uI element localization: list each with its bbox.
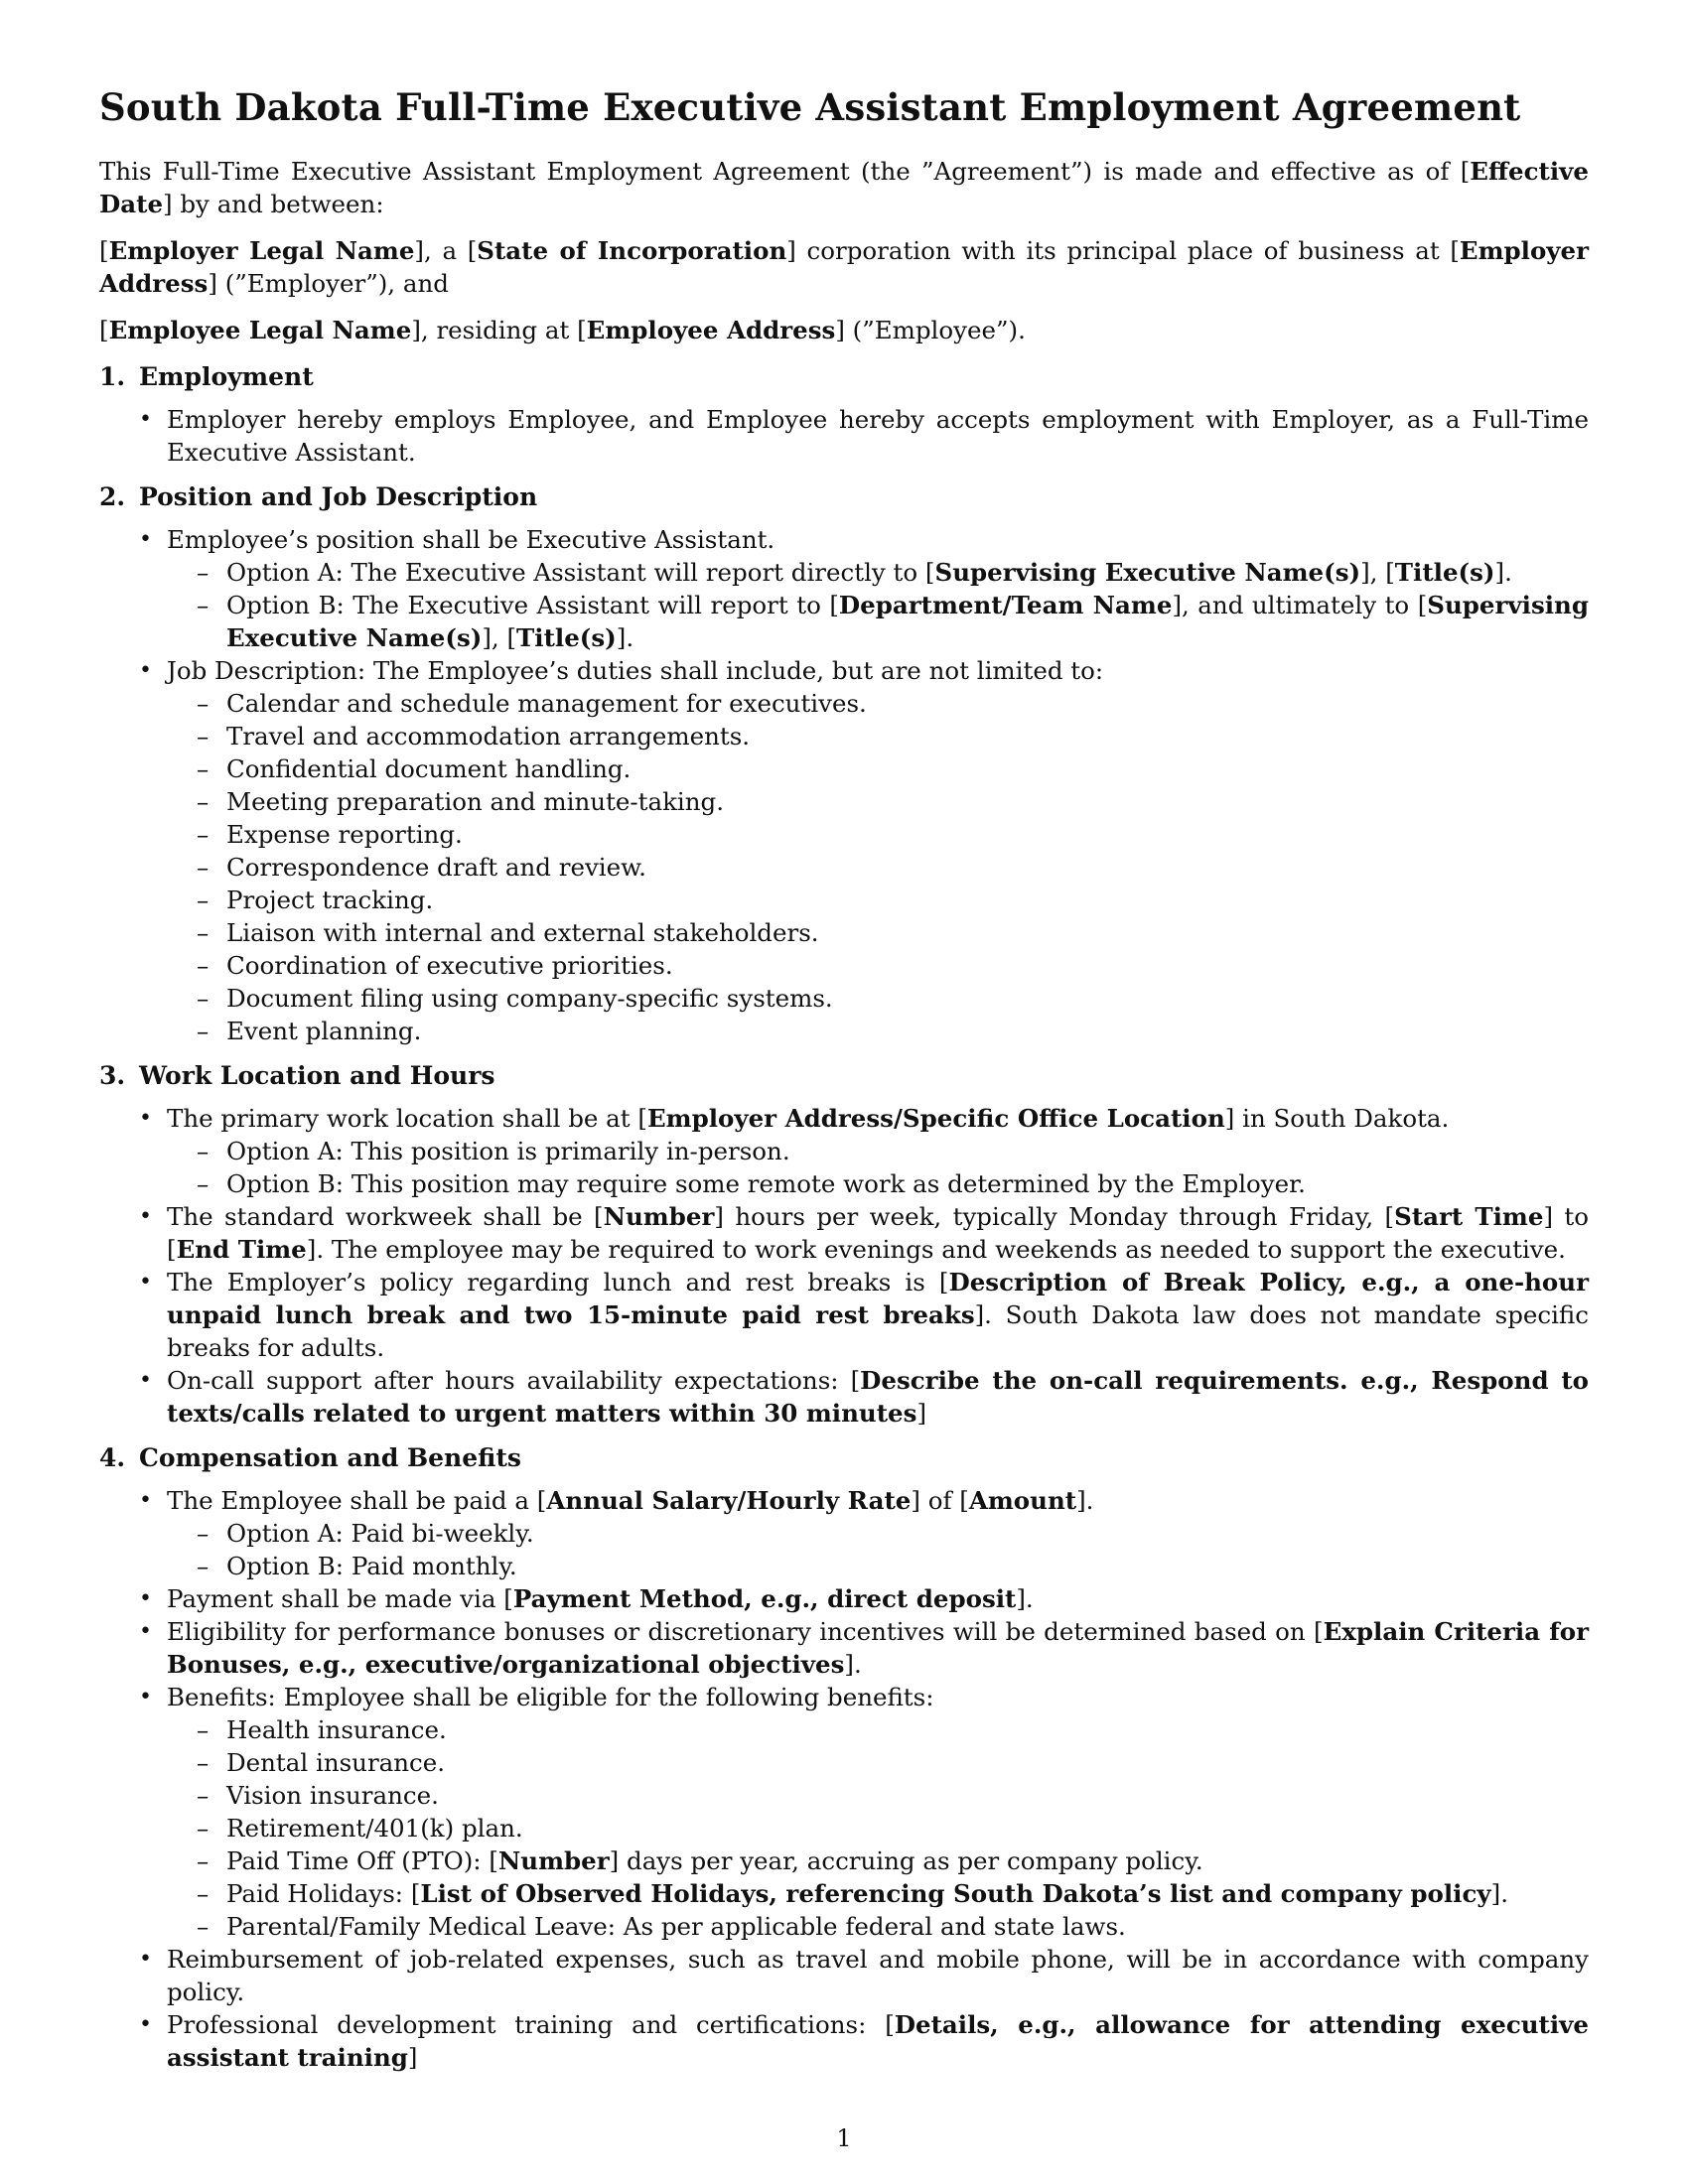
duty-item: – Calendar and schedule management for executives.: [226, 687, 1589, 720]
duty-item: – Expense reporting.: [226, 818, 1589, 851]
list-item: • The Employee shall be paid a [Annual Salary/Hourly Rate] of [Amount]. – Option A: Paid bi-weekly. – Option B: Paid monthly.: [167, 1484, 1589, 1582]
document-page: [99, 85, 1589, 2080]
duty-item: – Project tracking.: [226, 884, 1589, 916]
list-item: • Reimbursement of job-related expenses, such as travel and mobile phone, will be in accordance with company policy.: [167, 1943, 1589, 2008]
option-a: – Option A: This position is primarily in-person.: [226, 1135, 1589, 1167]
placeholder-employee-legal-name: Employee Legal Name: [108, 316, 412, 345]
benefits-list: [167, 1713, 1589, 1943]
benefit-item: – Paid Holidays: [List of Observed Holidays, referencing South Dakota’s list and company policy].: [226, 1877, 1589, 1910]
section-2-heading: 2. Position and Job Description: [99, 482, 538, 512]
duty-item: – Meeting preparation and minute-taking.: [226, 785, 1589, 818]
employee-paragraph: [Employee Legal Name], residing at [Employee Address] (”Employee”).: [99, 316, 1026, 345]
section-1-list: [99, 403, 1589, 469]
section-2-list: [99, 523, 1589, 1047]
reporting-options: [167, 556, 1589, 654]
pay-options: [167, 1517, 1589, 1582]
duty-item: – Correspondence draft and review.: [226, 851, 1589, 884]
duty-item: – Document filing using company-specific systems.: [226, 982, 1589, 1015]
section-3-list: [99, 1102, 1589, 1430]
list-item: • Employee’s position shall be Executive Assistant. – Option A: The Executive Assistant will report directly to [Supervising Executive Name(s)], [Title(s)]. – Option B: The Executive Assistant will report to [Department/Team Name], and ultimately to [Supervising Executive Name(s)], [Title(s)].: [167, 523, 1589, 654]
duty-item: – Confidential document handling.: [226, 752, 1589, 785]
list-item: • On-call support after hours availability expectations: [Describe the on-call requirements. e.g., Respond to texts/calls related to urgent matters within 30 minutes]: [167, 1364, 1589, 1430]
list-item: • Payment shall be made via [Payment Method, e.g., direct deposit].: [167, 1582, 1589, 1615]
section-4-heading: 4. Compensation and Benefits: [99, 1443, 521, 1473]
duty-item: – Liaison with internal and external stakeholders.: [226, 916, 1589, 949]
benefit-item: – Retirement/401(k) plan.: [226, 1812, 1589, 1844]
benefit-item: – Health insurance.: [226, 1713, 1589, 1746]
location-options: [167, 1135, 1589, 1200]
section-4-list: [99, 1484, 1589, 2074]
list-item: • Eligibility for performance bonuses or discretionary incentives will be determined based on [Explain Criteria for Bonuses, e.g., executive/organizational objectives].: [167, 1615, 1589, 1681]
list-item: • Employer hereby employs Employee, and Employee hereby accepts employment with Employer, as a Full-Time Executive Assistant.: [167, 403, 1589, 469]
section-1-heading: 1. Employment: [99, 362, 314, 392]
duty-item: – Event planning.: [226, 1015, 1589, 1047]
option-b: – Option B: The Executive Assistant will report to [Department/Team Name], and ultimately to [Supervising Executive Name(s)], [Title(s)].: [226, 589, 1589, 654]
list-item: • The standard workweek shall be [Number] hours per week, typically Monday through Friday, [Start Time] to [End Time]. The employee may be required to work evenings and weekends as needed to support the executive.: [167, 1200, 1589, 1266]
intro-paragraph: This Full-Time Executive Assistant Employment Agreement (the ”Agreement”) is made and effective as of [Effective Date] by and between:: [99, 157, 1589, 219]
duties-list: [167, 687, 1589, 1047]
duty-item: – Travel and accommodation arrangements.: [226, 720, 1589, 752]
placeholder-employer-address: Employer Address: [99, 236, 1590, 299]
benefit-item: – Parental/Family Medical Leave: As per applicable federal and state laws.: [226, 1910, 1589, 1943]
option-b: – Option B: Paid monthly.: [226, 1550, 1589, 1582]
list-item: • The Employer’s policy regarding lunch and rest breaks is [Description of Break Policy, e.g., a one-hour unpaid lunch break and two 15-minute paid rest breaks]. South Dakota law does not mandate specific breaks for adults.: [167, 1266, 1589, 1364]
benefit-item: – Vision insurance.: [226, 1779, 1589, 1812]
option-a: – Option A: The Executive Assistant will report directly to [Supervising Executive Name(s)], [Title(s)].: [226, 556, 1589, 589]
list-item: • Benefits: Employee shall be eligible for the following benefits: – Health insurance. – Dental insurance. – Vision insurance. – Retirement/401(k) plan. – Paid Time Off (PTO): [Number] days per year, accruing as per company policy. – Paid Holidays: [List of Observed Holidays, referencing South Dakota’s list and company policy]. – Parental/Family Medical Leave: As per applicable federal and state laws.: [167, 1681, 1589, 1943]
section-3-heading: 3. Work Location and Hours: [99, 1061, 495, 1091]
benefit-item: – Paid Time Off (PTO): [Number] days per year, accruing as per company policy.: [226, 1844, 1589, 1877]
placeholder-effective-date: Effective Date: [99, 157, 1589, 219]
placeholder-employee-address: Employee Address: [586, 316, 836, 345]
option-a: – Option A: Paid bi-weekly.: [226, 1517, 1589, 1550]
list-item: • Professional development training and certifications: [Details, e.g., allowance for attending executive assistant training]: [167, 2008, 1589, 2074]
document-title: South Dakota Full-Time Executive Assistant Employment Agreement: [99, 85, 1521, 129]
placeholder-employer-legal-name: Employer Legal Name: [108, 236, 415, 266]
list-item: • The primary work location shall be at [Employer Address/Specific Office Location] in South Dakota. – Option A: This position is primarily in-person. – Option B: This position may require some remote work as determined by the Employer.: [167, 1102, 1589, 1200]
placeholder-state-of-incorporation: State of Incorporation: [477, 236, 787, 266]
list-item: • Job Description: The Employee’s duties shall include, but are not limited to: – Calendar and schedule management for executives. – Travel and accommodation arrangements. – Confidential document handling. – Meeting preparation and minute-taking. – Expense reporting. – Correspondence draft and review. – Project tracking. – Liaison with internal and external stakeholders. – Coordination of executive priorities. – Document filing using company-specific systems. – Event planning.: [167, 654, 1589, 1047]
duty-item: – Coordination of executive priorities.: [226, 949, 1589, 982]
page-number: 1: [836, 2124, 852, 2152]
employer-paragraph: [Employer Legal Name], a [State of Incorporation] corporation with its principal place of business at [Employer Address] (”Employer”), and: [99, 236, 1590, 299]
benefit-item: – Dental insurance.: [226, 1746, 1589, 1779]
option-b: – Option B: This position may require some remote work as determined by the Employer.: [226, 1167, 1589, 1200]
